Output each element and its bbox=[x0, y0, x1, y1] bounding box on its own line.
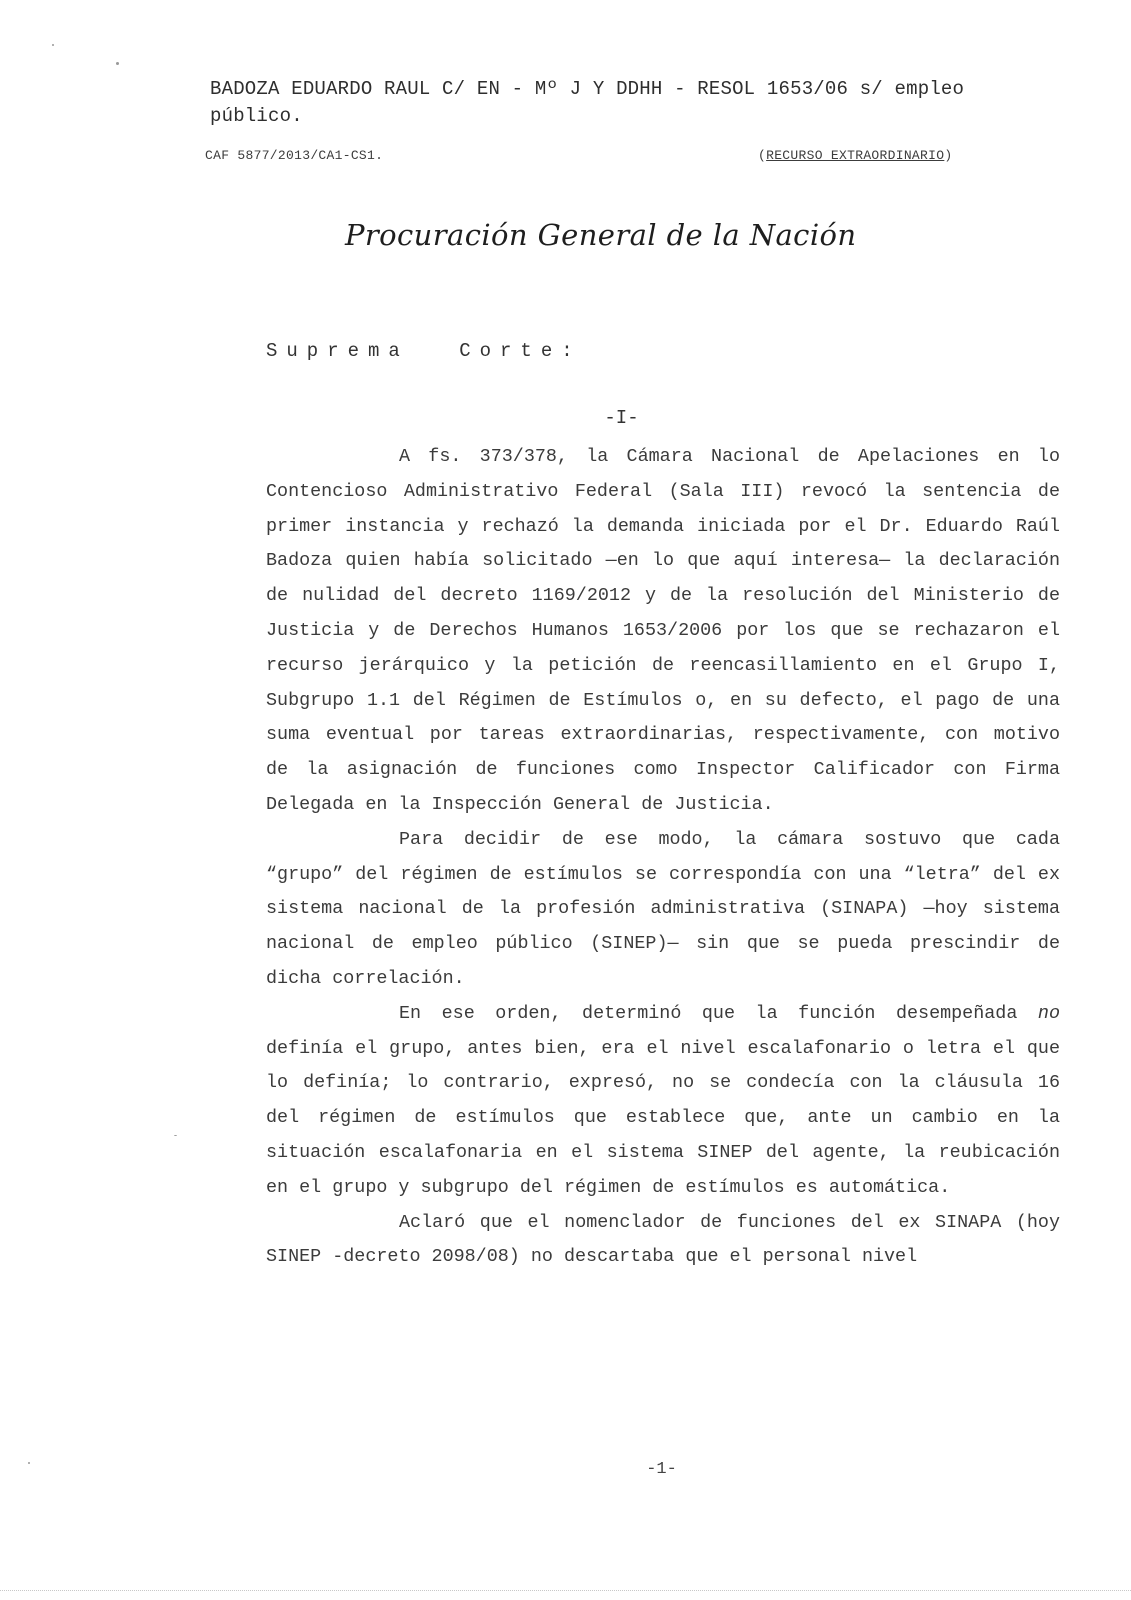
case-type-open-paren: ( bbox=[758, 148, 767, 163]
scan-speck bbox=[116, 62, 119, 65]
paragraph-text: En ese orden, determinó que la función desempeñada bbox=[399, 1002, 1038, 1024]
emphasized-word: no bbox=[1037, 1002, 1060, 1024]
case-type-label: RECURSO EXTRAORDINARIO bbox=[766, 148, 945, 163]
case-type-tag bbox=[758, 148, 952, 163]
section-numeral: -I- bbox=[604, 407, 639, 429]
paragraph-text: definía el grupo, antes bien, era el nivel escalafonario o letra el que lo definía; lo contrario, expresó, no se condecía con la cláusula 16 del régimen de estímulos que establece que, ante un cambio en la situación escalafonaria en el sistema SINEP del agente, la reubicación en el grupo y subgrupo del régimen de estímulos es automática. bbox=[266, 1037, 1060, 1198]
paragraph: A fs. 373/378, la Cámara Nacional de Apelaciones en lo Contencioso Administrativo Federal (Sala III) revocó la sentencia de primer instancia y rechazó la demanda iniciada por el Dr. Eduardo Raúl Badoza quien había solicitado —en lo que aquí interesa— la declaración de nulidad del decreto 1169/2012 y de la resolución del Ministerio de Justicia y de Derechos Humanos 1653/2006 por los que se rechazaron el recurso jerárquico y la petición de reencasillamiento en el Grupo I, Subgrupo 1.1 del Régimen de Estímulos o, en su defecto, el pago de una suma eventual por tareas extraordinarias, respectivamente, con motivo de la asignación de funciones como Inspector Calificador con Firma Delegada en la Inspección General de Justicia. bbox=[266, 446, 1060, 815]
salutation: Suprema Corte: bbox=[266, 340, 582, 362]
scan-speck bbox=[174, 1135, 177, 1136]
body-text bbox=[266, 440, 1060, 1275]
scan-speck bbox=[52, 44, 54, 46]
scan-speck bbox=[28, 1462, 30, 1464]
institution-letterhead: Procuración General de la Nación bbox=[345, 218, 857, 252]
page-number: -1- bbox=[646, 1460, 677, 1479]
paragraph bbox=[266, 997, 1060, 1206]
case-caption: BADOZA EDUARDO RAUL C/ EN - Mº J Y DDHH - RESOL 1653/06 s/ empleo público. bbox=[210, 78, 965, 127]
case-number: CAF 5877/2013/CA1-CS1. bbox=[205, 148, 384, 163]
paragraph: Para decidir de ese modo, la cámara sostuvo que cada “grupo” del régimen de estímulos se correspondía con una “letra” del ex sistema nacional de la profesión administrativa (SINAPA) —hoy sistema nacional de empleo público (SINEP)— sin que se pueda prescindir de dicha correlación. bbox=[266, 828, 1060, 989]
case-type-close-paren: ) bbox=[944, 148, 953, 163]
paragraph: Aclaró que el nomenclador de funciones del ex SINAPA (hoy SINEP -decreto 2098/08) no descartaba que el personal nivel bbox=[266, 1211, 1060, 1268]
scan-edge-dots bbox=[0, 1590, 1131, 1592]
